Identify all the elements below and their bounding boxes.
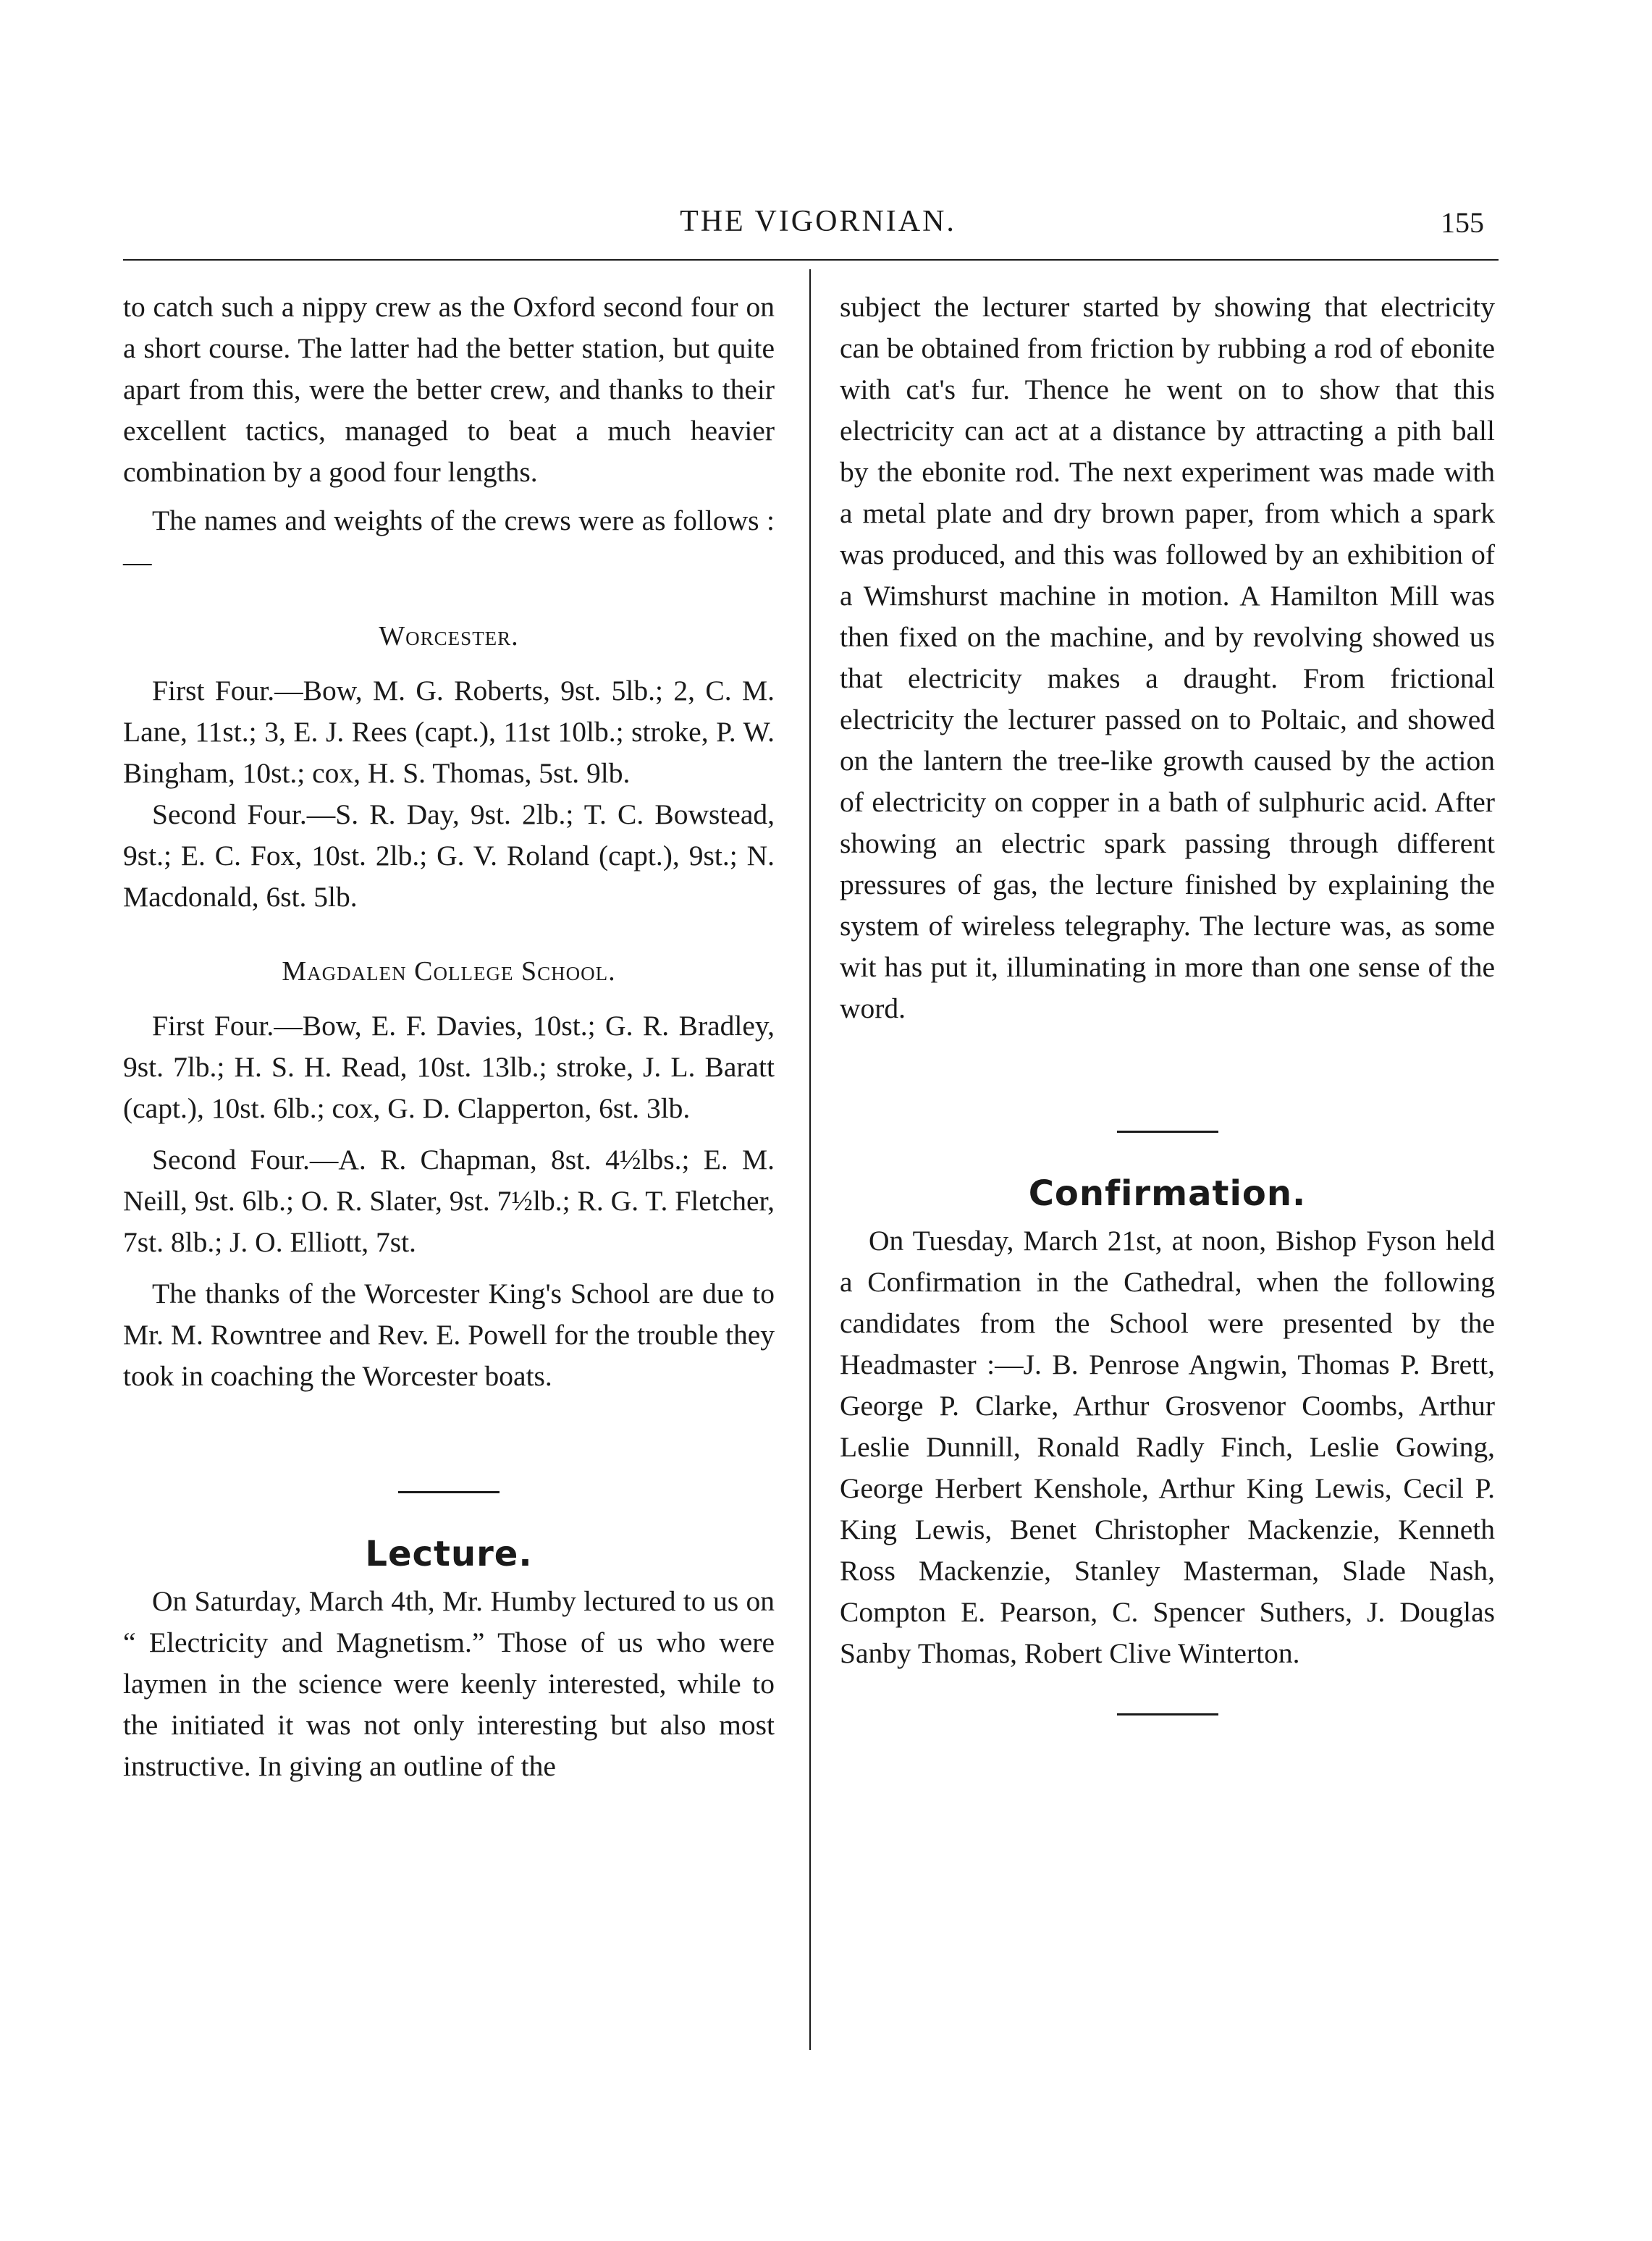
magdalen-heading: Magdalen College School. (282, 956, 616, 987)
worcester-second-four: Second Four.—S. R. Day, 9st. 2lb.; T. C. Bowstead, 9st.; E. C. Fox, 10st. 2lb.; G. V. Roland (capt.), 9st.; N. Macdonald, 6st. 5lb. (123, 798, 775, 913)
journal-title: THE VIGORNIAN. (680, 205, 956, 238)
confirmation-heading: Confirmation. (1028, 1173, 1307, 1214)
rowing-report-continued: to catch such a nippy crew as the Oxford second four on a short course. The latter had the better station, but quite apart from this, were the better crew, and thanks to their excellent tactics, managed to beat a much heavier combination by a good four lengths. (123, 291, 775, 488)
section-rule (398, 1491, 500, 1493)
confirmation-paragraph: On Tuesday, March 21st, at noon, Bishop Fyson held a Confirmation in the Cathedral, when the following candidates from the School were presented by the Headmaster :—J. B. Penrose Angwin, Thomas P. Brett, George P. Clarke, Arthur Grosvenor Coombs, Arthur Leslie Dunnill, Ronald Radly Finch, Leslie Gowing, George Herbert Kenshole, Arthur King Lewis, Cecil P. King Lewis, Benet Christopher Mackenzie, Kenneth Ross Mackenzie, Stanley Masterman, Slade Nash, Compton E. Pearson, C. Spencer Suthers, J. Douglas Sanby Thomas, Robert Clive Winterton. (840, 1225, 1495, 1669)
header-rule (123, 259, 1499, 261)
lecture-paragraph-continued: subject the lecturer started by showing that electricity can be obtained from friction by rubbing a rod of ebonite with cat's fur. Thence he went on to show that this electricity can act at a distance by attracting a pith ball by the ebonite rod. The next experiment was made with a metal plate and dry brown paper, from which a spark was produced, and this was followed by an exhibition of a Wimshurst machine in motion. A Hamilton Mill was then fixed on the machine, and by revolving showed us that electricity makes a draught. From frictional electricity the lecturer passed on to Poltaic, and showed on the lantern the tree-like growth caused by the action of electricity on copper in a bath of sulphuric acid. After showing an electric spark passing through different pressures of gas, the lecture finished by explaining the system of wireless telegraphy. The lecture was, as some wit has put it, illuminating in more than one sense of the word. (840, 291, 1495, 1024)
magdalen-second-four: Second Four.—A. R. Chapman, 8st. 4½lbs.; E. M. Neill, 9st. 6lb.; O. R. Slater, 9st. 7½lb.; R. G. T. Fletcher, 7st. 8lb.; J. O. Elliott, 7st. (123, 1144, 775, 1258)
lecture-paragraph: On Saturday, March 4th, Mr. Humby lectured to us on “ Electricity and Magnetism.” Those of us who were laymen in the science were keenly interested, while to the initiated it was not only interesting but also most instructive. In giving an outline of the (123, 1585, 775, 1782)
magdalen-first-four: First Four.—Bow, E. F. Davies, 10st.; G. R. Bradley, 9st. 7lb.; H. S. H. Read, 10st. 13lb.; stroke, J. L. Baratt (capt.), 10st. 6lb.; cox, G. D. Clapperton, 6st. 3lb. (123, 1010, 775, 1124)
crews-intro: The names and weights of the crews were as follows :— (123, 505, 775, 578)
column-divider (809, 269, 811, 2050)
right-column (840, 287, 1495, 1715)
thanks-paragraph: The thanks of the Worcester King's School are due to Mr. M. Rowntree and Rev. E. Powell for the trouble they took in coaching the Worcester boats. (123, 1278, 775, 1392)
left-column (123, 287, 775, 1794)
section-rule (1117, 1131, 1218, 1133)
lecture-heading: Lecture. (365, 1534, 533, 1574)
end-rule (1117, 1713, 1218, 1715)
page-number: 155 (1441, 206, 1484, 239)
worcester-heading: Worcester. (379, 621, 519, 651)
worcester-first-four: First Four.—Bow, M. G. Roberts, 9st. 5lb.; 2, C. M. Lane, 11st.; 3, E. J. Rees (capt.), 11st 10lb.; stroke, P. W. Bingham, 10st.; cox, H. S. Thomas, 5st. 9lb. (123, 675, 775, 789)
running-head (123, 204, 1513, 255)
